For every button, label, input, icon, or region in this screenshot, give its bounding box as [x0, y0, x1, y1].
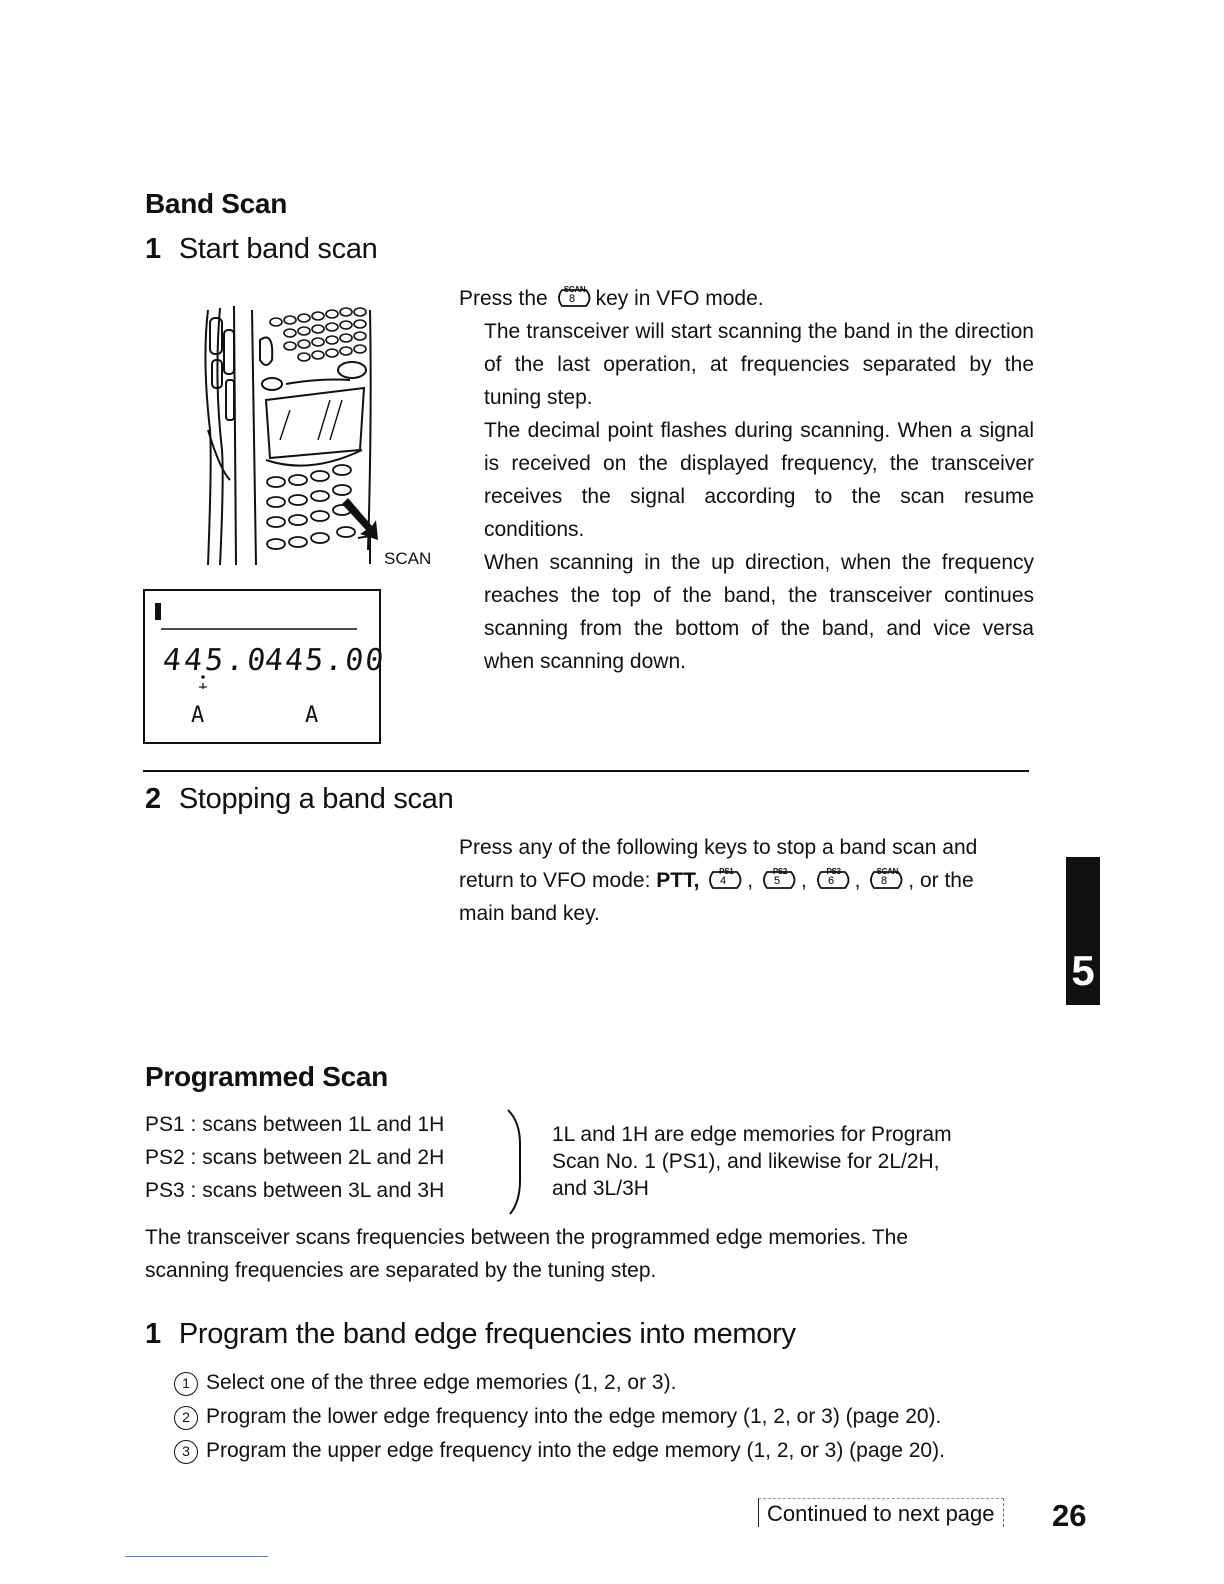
step-title: Stopping a band scan [178, 783, 454, 815]
sub-step-2 [174, 1400, 945, 1434]
ps1-key-4 [705, 868, 747, 890]
svg-text:8: 8 [881, 875, 888, 887]
band-scan-step-2 [145, 783, 453, 816]
transceiver-illustration [200, 300, 385, 575]
page-number: 26 [1052, 1498, 1087, 1533]
band-scan-instructions [459, 282, 1034, 678]
ps2-key-icon [761, 870, 799, 890]
stop-text-line-2: return to VFO mode: PTT, PS1 4 , PS2 5 , PS3 6 , SCAN 8 , or the [459, 864, 1039, 897]
note-line-3: and 3L/3H [552, 1177, 649, 1200]
sub-step-text: Select one of the three edge memories (1, 2, or 3). [206, 1371, 677, 1394]
key-label: PS2 [772, 867, 788, 876]
bottom-edge-line [125, 1556, 268, 1557]
step-number: 2 [145, 783, 161, 815]
stop-text-line-3: main band key. [459, 902, 600, 925]
press-suffix: key in VFO mode. [595, 287, 764, 310]
circled-number-icon: 1 [174, 1372, 198, 1396]
ps-line-3: PS3 : scans between 3L and 3H [145, 1179, 445, 1202]
svg-text:6: 6 [827, 875, 834, 887]
step-title: Program the band edge frequencies into memory [178, 1318, 796, 1350]
press-prefix: Press the [459, 287, 548, 310]
programmed-scan-description [145, 1221, 1029, 1287]
sub-step-text: Program the lower edge frequency into the edge memory (1, 2, or 3) (page 20). [206, 1405, 942, 1428]
ps1-key-icon [707, 870, 745, 890]
key-label: PS1 [719, 867, 734, 876]
scan-key-icon [868, 870, 906, 890]
sub-step-1 [174, 1366, 945, 1400]
chapter-tab [1066, 857, 1100, 1005]
circled-number-icon: 3 [174, 1440, 198, 1464]
svg-text:4: 4 [720, 875, 727, 887]
band-scan-heading: Band Scan [145, 188, 288, 219]
grouping-brace [504, 1108, 528, 1216]
svg-text:5: 5 [773, 875, 781, 887]
note-line-1: 1L and 1H are edge memories for Program [552, 1123, 952, 1146]
stop-text-line-1: Press any of the following keys to stop a band scan and [459, 836, 978, 859]
scan-key-icon [556, 288, 594, 308]
lcd-right-frequency: 445.00 [263, 643, 388, 678]
stop-text-prefix: return to VFO mode: [459, 869, 651, 892]
programmed-scan-heading: Programmed Scan [145, 1061, 388, 1092]
programmed-scan-step-1 [145, 1318, 796, 1351]
ps3-key-6 [813, 868, 855, 890]
sub-step-text: Program the upper edge frequency into the edge memory (1, 2, or 3) (page 20). [206, 1439, 945, 1462]
ptt-key: PTT, [656, 869, 700, 892]
stop-scan-instructions [459, 831, 1039, 930]
step-number: 1 [145, 1318, 161, 1350]
program-edge-steps [174, 1366, 945, 1468]
band-scan-step-1 [145, 233, 377, 266]
continued-to-next-page: Continued to next page [758, 1498, 1004, 1527]
ps3-key-icon [815, 870, 853, 890]
key-label: SCAN [876, 867, 899, 876]
band-scan-paragraph-3: When scanning in the up direction, when the frequency reaches the top of the band, the transceiver continues scanning from the bottom of the band, and vice versa when scanning down. [484, 551, 1034, 673]
description-line-1: The transceiver scans frequencies between the programmed edge memories. The [145, 1226, 909, 1249]
stop-text-suffix: , or the [908, 869, 974, 892]
band-scan-paragraph-1: The transceiver will start scanning the band in the direction of the last operation, at frequencies separated by the tuning step. [484, 320, 1034, 409]
step-number: 1 [145, 233, 161, 265]
key-number: 8 [568, 293, 575, 305]
lcd-display-figure [143, 589, 388, 744]
note-line-2: Scan No. 1 (PS1), and likewise for 2L/2H, [552, 1150, 940, 1173]
lcd-left-frequency: 445.0 [161, 643, 271, 678]
sub-step-3 [174, 1434, 945, 1468]
lcd-right-mode: A [305, 703, 319, 728]
press-line [459, 282, 1034, 315]
band-scan-paragraph-2: The decimal point flashes during scanning. When a signal is received on the displayed frequency, the transceiver receives the signal according to the scan resume conditions. [484, 419, 1034, 541]
lcd-left-mode: A [191, 703, 205, 728]
scan-key-callout: SCAN [384, 549, 432, 568]
step-title: Start band scan [178, 233, 378, 265]
description-line-2: scanning frequencies are separated by the tuning step. [145, 1259, 657, 1282]
edge-memory-note [552, 1121, 952, 1202]
chapter-number: 5 [1071, 947, 1095, 994]
key-label: PS3 [826, 867, 841, 876]
scan-key-8-stop [866, 868, 908, 890]
circled-number-icon: 2 [174, 1406, 198, 1430]
ps-line-1: PS1 : scans between 1L and 1H [145, 1113, 445, 1136]
section-divider [143, 770, 1029, 772]
key-label: SCAN [563, 285, 586, 294]
scan-key-8 [554, 286, 596, 308]
ps2-key-5 [759, 868, 801, 890]
ps-line-2: PS2 : scans between 2L and 2H [145, 1146, 445, 1169]
ps-list [145, 1108, 444, 1207]
